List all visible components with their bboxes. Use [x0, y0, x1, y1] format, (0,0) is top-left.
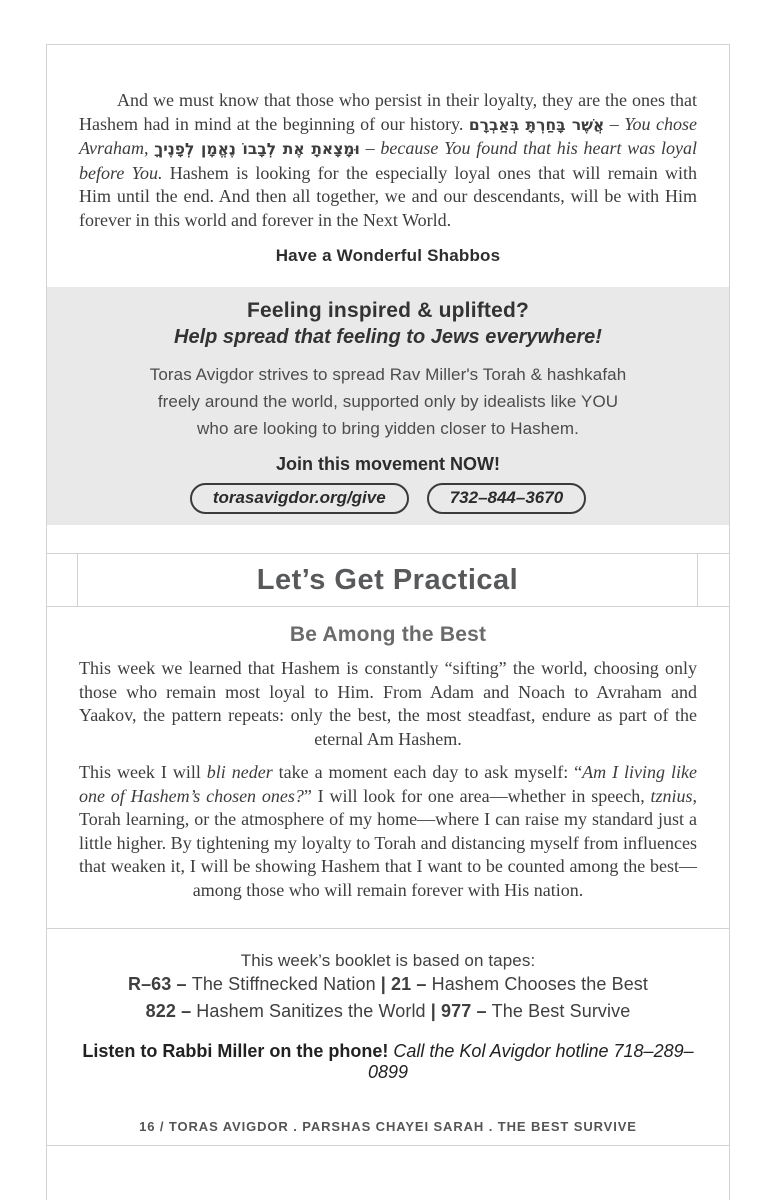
next-page-preview: [47, 1145, 729, 1200]
section-header-title: Let’s Get Practical: [256, 563, 519, 596]
booklet-page: [46, 44, 730, 1200]
hotline-line: Listen to Rabbi Miller on the phone! Call the Kol Avigdor hotline 718–289–0899: [82, 1041, 694, 1082]
donation-body: [77, 361, 699, 442]
page-footer: 16 / TORAS AVIGDOR . PARSHAS CHAYEI SARAH . THE BEST SURVIVE: [139, 1119, 637, 1134]
donation-subheadline: Help spread that feeling to Jews everywhere!: [174, 326, 602, 348]
donation-body-line: Toras Avigdor strives to spread Rav Miller's Torah & hashkafah: [149, 365, 627, 384]
donation-headline: Feeling inspired & uplifted?: [246, 299, 530, 322]
donation-body-line: who are looking to bring yidden closer to Hashem.: [197, 419, 579, 438]
practical-title: Be Among the Best: [289, 623, 487, 646]
donation-body-line: freely around the world, supported only by idealists like YOU: [157, 392, 619, 411]
intro-section: [47, 45, 729, 275]
tapes-section: [47, 928, 729, 1134]
website-pill-button[interactable]: torasavigdor.org/give: [190, 483, 409, 514]
practical-paragraph-2: This week I will bli neder take a moment each day to ask myself: “Am I living like one of Hashem’s chosen ones?” I will look for one area—whether in speech, tznius, Torah learning, or the atmosphere of my home—where I can raise my standard just a little higher. By tightening my loyalty to Torah and distancing myself from influences that weaken it, I will be showing Hashem that I want to be counted among the best—among those who will remain forever with His nation.: [79, 762, 698, 900]
section-header-band: [47, 553, 729, 607]
tapes-intro: This week’s booklet is based on tapes:: [240, 951, 536, 970]
tapes-line-2: 822 – Hashem Sanitizes the World | 977 – The Best Survive: [145, 1001, 631, 1021]
practical-paragraph-1: This week we learned that Hashem is constantly “sifting” the world, choosing only those who remain most loyal to Him. From Adam and Noach to Avraham and Yaakov, the pattern repeats: only the best, the most steadfast, endure as part of the eternal Am Hashem.: [79, 658, 697, 749]
shabbos-greeting: Have a Wonderful Shabbos: [275, 246, 501, 265]
donation-buttons: [77, 483, 699, 514]
practical-section: [47, 607, 729, 928]
tapes-line-1: R–63 – The Stiffnecked Nation | 21 – Hashem Chooses the Best: [127, 974, 649, 994]
intro-paragraph: And we must know that those who persist in their loyalty, they are the ones that Hashem had in mind at the beginning of our history. אֲשֶׁר בָּחַרְתָּ בְּאַבְרָם – You chose Avraham, וּמָצָאתָ אֶת לְבָבוֹ נֶאֱמָן לְפָנֶיךָ – because You found that his heart was loyal before You. Hashem is looking for the especially loyal ones that will remain with Him until the end. And then all together, we and our descendants, will be with Him forever in this world and forever in the Next World.: [79, 90, 698, 230]
phone-pill-button[interactable]: 732–844–3670: [427, 483, 586, 514]
band-right-rule: [697, 554, 729, 606]
band-left-rule: [47, 554, 78, 606]
donation-box: [47, 287, 729, 525]
spacer: [47, 525, 729, 553]
donation-cta: Join this movement NOW!: [275, 454, 500, 474]
